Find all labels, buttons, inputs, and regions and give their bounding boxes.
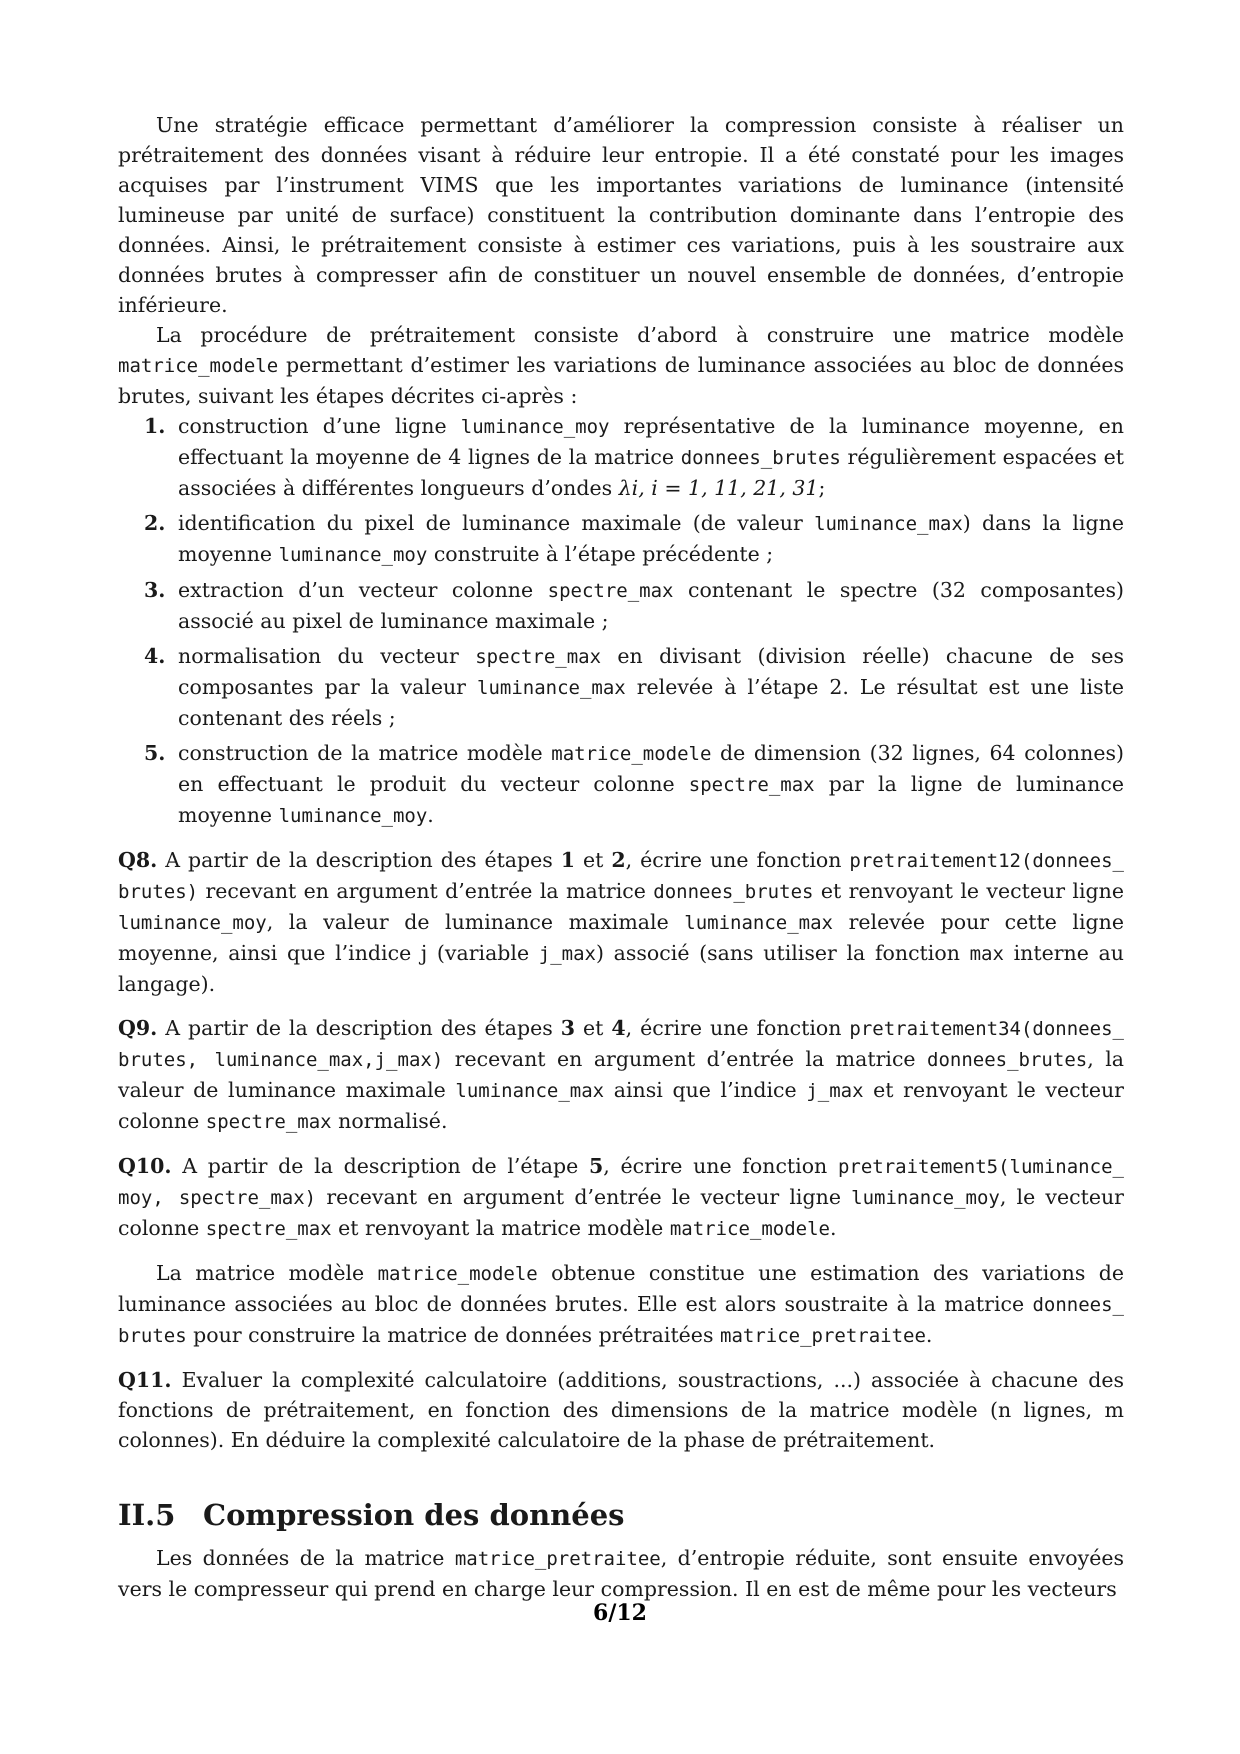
list-item: 5. construction de la matrice modèle matrice_modele de dimension (32 lignes, 64 colonnes) en effectuant le produit du vecteur colonne spectre_max par la ligne de luminance moyenne luminance_moy. xyxy=(144,741,1124,827)
document-page xyxy=(118,110,1124,1604)
page-number: 6/12 xyxy=(593,1600,647,1626)
code-term: matrice_modele xyxy=(118,355,279,377)
list-item: 4. normalisation du vecteur spectre_max en divisant (division réelle) chacune de ses composantes par la valeur luminance_max relevée à l’étape 2. Le résultat est une liste contenant des réels ; xyxy=(144,644,1124,730)
question-q8: Q8. A partir de la description des étapes 1 et 2, écrire une fonction pretraitement12(donnees_ brutes) recevant en argument d’entrée la matrice donnees_brutes et renvoyant le vecteur ligne luminance_moy, la valeur de luminance maximale luminance_max relevée pour cette ligne moyenne, ainsi que l’indice j (variable j_max) associé (sans utiliser la fonction max interne au langage). xyxy=(118,848,1124,996)
model-matrix-paragraph: La matrice modèle matrice_modele obtenue constitue une estimation des variations de luminance associées au bloc de données brutes. Elle est alors soustraite à la matrice donnees_ brutes pour construire la matrice de données prétraitées matrice_pretraitee. xyxy=(118,1261,1124,1347)
question-q11: Q11. Evaluer la complexité calculatoire (additions, soustractions, ...) associée à chacune des fonctions de prétraitement, en fonction des dimensions de la matrice modèle (n lignes, m colonnes). En déduire la complexité calculatoire de la phase de prétraitement. xyxy=(118,1368,1124,1452)
compression-paragraph: Les données de la matrice matrice_pretraitee, d’entropie réduite, sont ensuite envoyées vers le compresseur qui prend en charge leur compression. Il en est de même pour les vecteurs xyxy=(118,1546,1124,1601)
section-heading: II.5 Compression des données xyxy=(118,1498,625,1532)
list-item: 1. construction d’une ligne luminance_moy représentative de la luminance moyenne, en effectuant la moyenne de 4 lignes de la matrice donnees_brutes régulièrement espacées et associées à différentes longueurs d’ondes λi, i = 1, 11, 21, 31; xyxy=(144,414,1124,500)
question-q10: Q10. A partir de la description de l’étape 5, écrire une fonction pretraitement5(luminance_ moy, spectre_max) recevant en argument d’entrée le vecteur ligne luminance_moy, le vecteur colonne spectre_max et renvoyant la matrice modèle matrice_modele. xyxy=(118,1154,1124,1240)
intro-paragraph-2: La procédure de prétraitement consiste d’abord à construire une matrice modèle matrice_modele permettant d’estimer les variations de luminance associées au bloc de données brutes, suivant les étapes décrites ci-après : xyxy=(118,323,1124,408)
steps-list xyxy=(118,411,1124,831)
math-expression: λi, i = 1, 11, 21, 31 xyxy=(618,476,819,500)
list-item: 2. identification du pixel de luminance maximale (de valeur luminance_max) dans la ligne moyenne luminance_moy construite à l’étape précédente ; xyxy=(144,511,1124,566)
list-item: 3. extraction d’un vecteur colonne spectre_max contenant le spectre (32 composantes) associé au pixel de luminance maximale ; xyxy=(144,578,1124,633)
question-q9: Q9. A partir de la description des étapes 3 et 4, écrire une fonction pretraitement34(donnees_ brutes, luminance_max,j_max) recevant en argument d’entrée la matrice donnees_brutes, la valeur de luminance maximale luminance_max ainsi que l’indice j_max et renvoyant le vecteur colonne spectre_max normalisé. xyxy=(118,1016,1124,1133)
intro-paragraph-1: Une stratégie efficace permettant d’améliorer la compression consiste à réaliser un prétraitement des données visant à réduire leur entropie. Il a été constaté pour les images acquises par l’instrument VIMS que les importantes variations de luminance (intensité lumineuse par unité de surface) constituent la contribution dominante dans l’entropie des données. Ainsi, le prétraitement consiste à estimer ces variations, puis à les soustraire aux données brutes à compresser afin de constituer un nouvel ensemble de données, d’entropie inférieure. xyxy=(118,113,1124,317)
